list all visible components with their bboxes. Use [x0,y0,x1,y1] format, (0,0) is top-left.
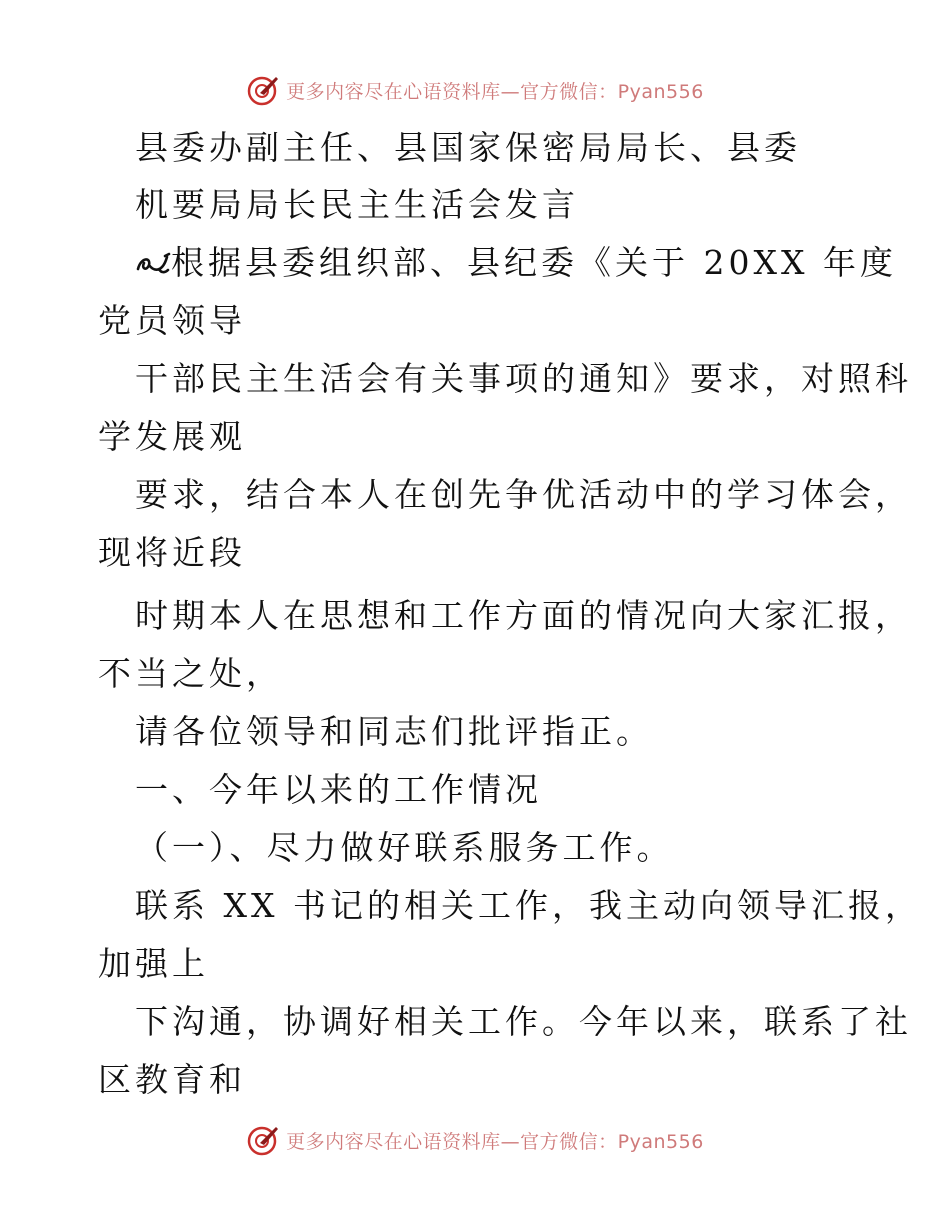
paragraph-line: 不当之处， [98,654,283,693]
document-title-line-1: 县委办副主任、县国家保密局局长、县委 [135,128,801,167]
paragraph-line: 学发展观 [98,417,246,456]
paragraph-line: 加强上 [98,944,209,983]
subsection-heading: （一）、尽力做好联系服务工作。 [135,828,674,867]
footer-watermark [0,1120,950,1160]
paragraph-line: 现将近段 [98,533,246,572]
document-title-line-2: 机要局局长民主生活会发言 [135,185,579,224]
quill-logo-icon [246,1123,280,1157]
paragraph-line: 要求，结合本人在创先争优活动中的学习体会， [135,475,912,514]
watermark-text: 更多内容尽在心语资料库—官方微信：Pyan556 [286,1130,704,1153]
paragraph-line: 党员领导 [98,301,246,340]
section-heading: 一、今年以来的工作情况 [135,770,542,809]
paragraph-line: 下沟通，协调好相关工作。今年以来，联系了社 [135,1002,912,1041]
watermark-text: 更多内容尽在心语资料库—官方微信：Pyan556 [286,80,704,103]
paragraph-line-text: 根据县委组织部、县纪委《关于 20XX 年度 [171,243,897,282]
paragraph-line: 联系 XX 书记的相关工作，我主动向领导汇报， [135,886,922,925]
paragraph-line: 干部民主生活会有关事项的通知》要求，对照科 [135,359,912,398]
flourish-bullet-icon [135,251,171,277]
paragraph-line: 区教育和 [98,1060,246,1099]
paragraph-line: 请各位领导和同志们批评指正。 [135,712,653,751]
paragraph-line: 时期本人在思想和工作方面的情况向大家汇报， [135,596,912,635]
paragraph-line [135,243,897,283]
